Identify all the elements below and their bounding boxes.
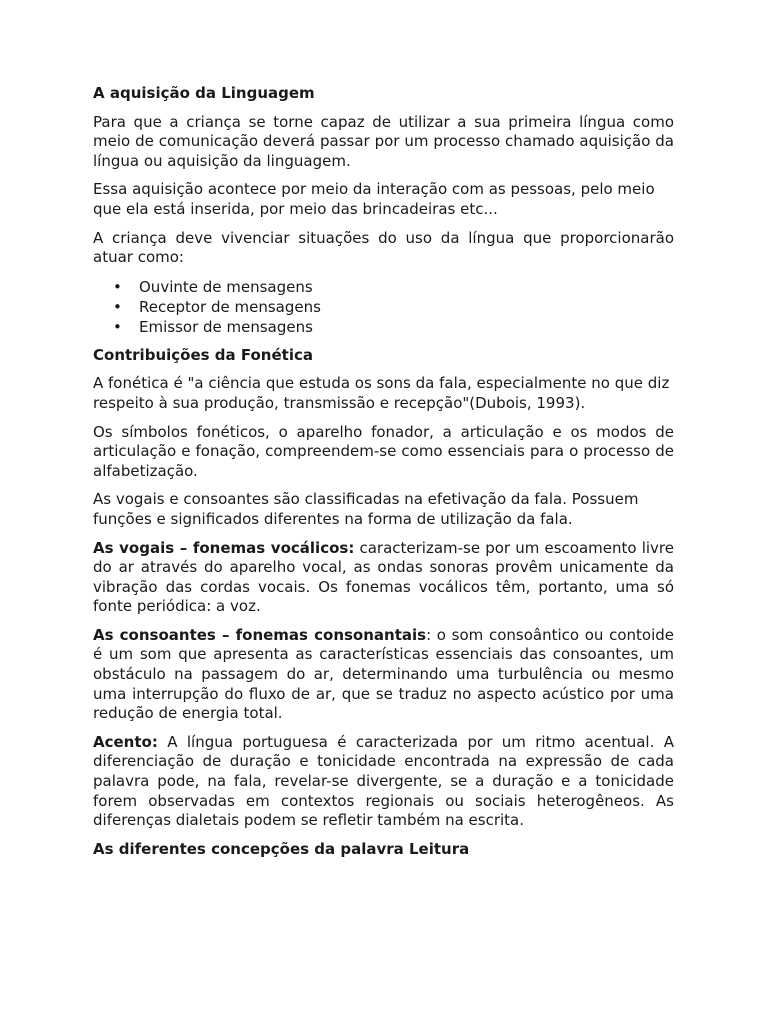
list-item	[93, 317, 674, 337]
paragraph-vogais	[93, 539, 674, 617]
list-item	[93, 277, 674, 297]
term-consoantes: As consoantes – fonemas consonantais	[93, 625, 427, 644]
paragraph-fonetica-definicao: A fonética é "a ciência que estuda os sons da fala, especialmente no que diz respeito à sua produção, transmissão e recepção"(Dubois, 1993).	[93, 374, 670, 412]
paragraph-intro: Para que a criança se torne capaz de utilizar a sua primeira língua como meio de comunicação deverá passar por um processo chamado aquisição da língua ou aquisição da linguagem.	[93, 112, 674, 170]
bullet-icon: •	[113, 297, 122, 316]
term-acento: Acento:	[93, 732, 158, 751]
heading-aquisicao: A aquisição da Linguagem	[93, 84, 315, 102]
term-vogais: As vogais – fonemas vocálicos:	[93, 538, 355, 557]
document-page	[93, 84, 674, 868]
list-item-text: Ouvinte de mensagens	[139, 277, 313, 296]
definition-acento: A língua portuguesa é caracterizada por um ritmo acentual. A diferenciação de duração e tonicidade encontrada na expressão de cada palavra pode, na fala, revelar-se divergente, se a duração e a tonicidade forem observadas em contextos regionais ou sociais heterogêneos. As diferenças dialetais podem se refletir também na escrita.	[93, 732, 674, 830]
list-item-text: Receptor de mensagens	[139, 297, 321, 316]
paragraph-acento	[93, 733, 674, 831]
heading-fonetica: Contribuições da Fonética	[93, 345, 313, 364]
paragraph-vogais-consoantes: As vogais e consoantes são classificadas na efetivação da fala. Possuem funções e significados diferentes na forma de utilização da fala.	[93, 490, 639, 528]
bullet-icon: •	[113, 277, 122, 296]
paragraph-consoantes	[93, 626, 674, 724]
list-item	[93, 297, 674, 317]
list-item-text: Emissor de mensagens	[139, 317, 313, 336]
definition-consoantes: : o som consoântico ou contoide é um som que apresenta as características essenciais das consoantes, um obstáculo na passagem do ar, determinando uma turbulência ou mesmo uma interrupção do fluxo de ar, que se traduz no aspecto acústico por uma redução de energia total.	[93, 625, 674, 723]
bullet-icon: •	[113, 317, 122, 336]
paragraph-simbolos: Os símbolos fonéticos, o aparelho fonador, a articulação e os modos de articulação e fonação, compreendem-se como essenciais para o processo de alfabetização.	[93, 422, 674, 480]
paragraph-vivenciar: A criança deve vivenciar situações do uso da língua que proporcionarão atuar como:	[93, 228, 674, 267]
bullet-list	[93, 277, 674, 337]
paragraph-interacao: Essa aquisição acontece por meio da interação com as pessoas, pelo meio que ela está inserida, por meio das brincadeiras etc...	[93, 180, 655, 218]
definition-vogais: caracterizam-se por um escoamento livre do ar através do aparelho vocal, as ondas sonoras provêm unicamente da vibração das cordas vocais. Os fonemas vocálicos têm, portanto, uma só fonte periódica: a voz.	[93, 538, 674, 616]
heading-leitura: As diferentes concepções da palavra Leitura	[93, 839, 470, 858]
